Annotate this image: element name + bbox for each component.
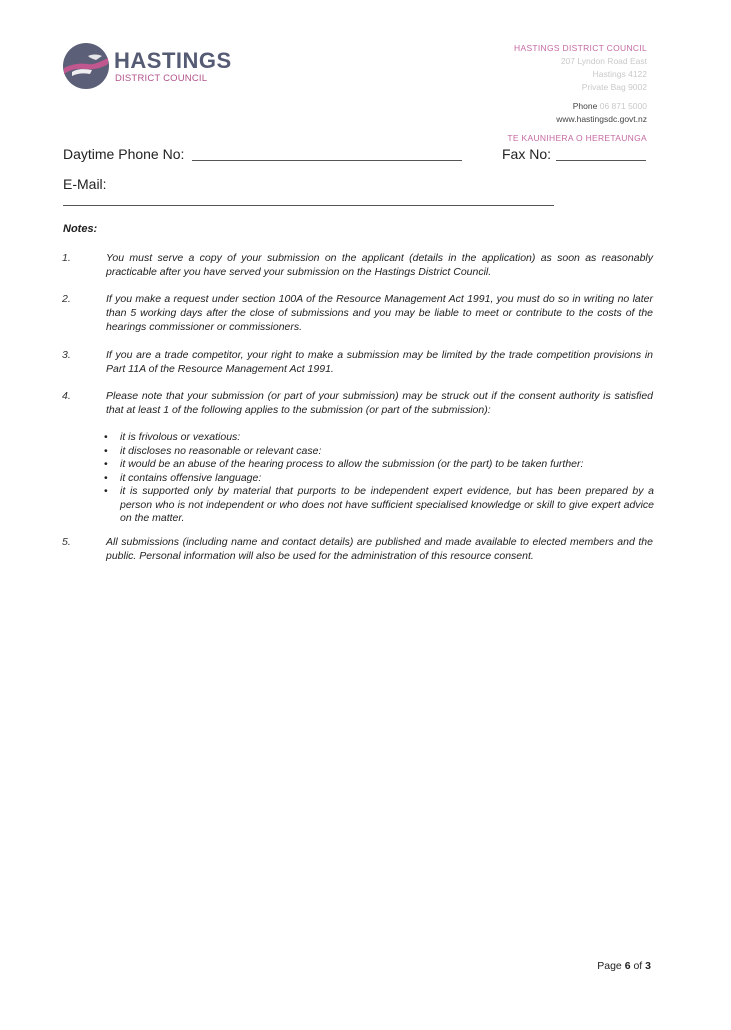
maori-council-name: TE KAUNIHERA O HERETAUNGA xyxy=(507,133,647,143)
fax-label: Fax No: xyxy=(502,146,552,162)
daytime-phone-label: Daytime Phone No: xyxy=(63,146,185,162)
list-item: • it is supported only by material that purports to be independent expert evidence, but has been prepared by a person who is not independent or who does not have sufficient specialised knowledge or skill to give expert advice on the matter. xyxy=(104,485,654,526)
email-field[interactable] xyxy=(63,205,554,206)
note-text-5: All submissions (including name and contact details) are published and made available to elected members and the public. Personal information will also be used for the administration of this resource consent. xyxy=(106,536,653,562)
note-text-2: If you make a request under section 100A of the Resource Management Act 1991, you must do so in writing no later than 5 working days after the close of submissions and you may be liable to meet or contribute to the costs of the hearings commissioner or commissioners. xyxy=(106,293,653,333)
phone-row xyxy=(507,100,647,113)
note-number-1: 1. xyxy=(62,252,71,264)
council-name: HASTINGS DISTRICT COUNCIL xyxy=(514,43,647,53)
note-number-5: 5. xyxy=(62,536,71,548)
website: www.hastingsdc.govt.nz xyxy=(556,114,647,124)
page-total: 3 xyxy=(645,960,651,972)
logo-name: HASTINGS xyxy=(114,48,232,73)
note-number-3: 3. xyxy=(62,349,71,361)
note-text-4: Please note that your submission (or part of your submission) may be struck out if the consent authority is satisfied that at least 1 of the following applies to the submission (or part of the submission): xyxy=(106,390,653,416)
phone-value: 06 871 5000 xyxy=(599,101,647,111)
list-item: • it is frivolous or vexatious: xyxy=(104,431,654,445)
logo-subtitle: DISTRICT COUNCIL xyxy=(115,73,208,84)
address-line-3: Private Bag 9002 xyxy=(581,82,647,92)
strike-out-reasons-list xyxy=(104,431,654,526)
page-number xyxy=(597,960,651,972)
fax-field[interactable] xyxy=(556,160,646,161)
page-of: of xyxy=(633,960,643,972)
list-item: • it discloses no reasonable or relevant case: xyxy=(104,445,654,459)
daytime-phone-field[interactable] xyxy=(192,160,462,161)
email-label: E-Mail: xyxy=(63,176,107,192)
note-text-3: If you are a trade competitor, your right to make a submission may be limited by the trade competition provisions in Part 11A of the Resource Management Act 1991. xyxy=(106,349,653,375)
page-label: Page xyxy=(597,960,622,972)
page-current: 6 xyxy=(624,960,631,972)
address-line-1: 207 Lyndon Road East xyxy=(560,56,647,66)
note-text-1: You must serve a copy of your submission on the applicant (details in the application) as soon as reasonably practicable after you have served your submission on the Hastings District Council. xyxy=(106,252,653,278)
list-item: • it contains offensive language: xyxy=(104,472,654,486)
letterhead-address xyxy=(507,42,647,145)
note-number-2: 2. xyxy=(62,293,71,305)
phone-label: Phone xyxy=(572,101,598,111)
address-line-2: Hastings 4122 xyxy=(592,69,647,79)
note-number-4: 4. xyxy=(62,390,71,402)
list-item: • it would be an abuse of the hearing process to allow the submission (or the part) to be taken further: xyxy=(104,458,654,472)
notes-heading: Notes: xyxy=(63,223,98,235)
hastings-logo-icon xyxy=(62,42,110,90)
council-logo xyxy=(62,42,232,94)
